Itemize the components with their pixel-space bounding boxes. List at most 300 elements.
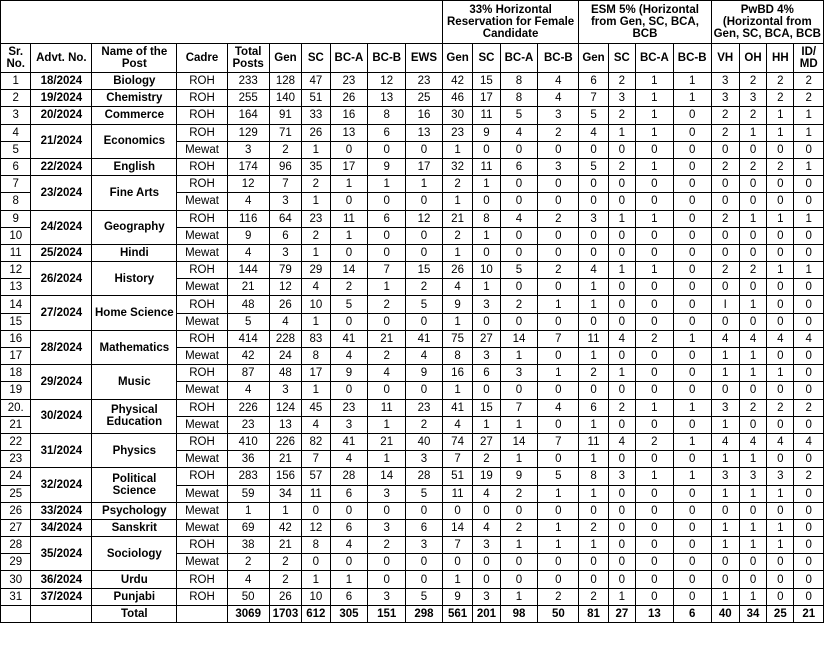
value-cell: 1 bbox=[500, 537, 538, 554]
value-cell: 10 bbox=[302, 296, 330, 313]
value-cell: 1 bbox=[673, 73, 711, 90]
value-cell: 3 bbox=[473, 296, 500, 313]
value-cell: 1 bbox=[635, 73, 673, 90]
column-header: SC bbox=[302, 44, 330, 73]
value-cell: 14 bbox=[500, 433, 538, 450]
post-name-cell: English bbox=[92, 158, 177, 175]
value-cell: 1 bbox=[330, 176, 368, 193]
value-cell: 0 bbox=[579, 382, 608, 399]
value-cell: 0 bbox=[673, 176, 711, 193]
serial-no-cell: 6 bbox=[1, 158, 31, 175]
value-cell: 0 bbox=[673, 107, 711, 124]
value-cell: 0 bbox=[538, 571, 579, 588]
value-cell: 0 bbox=[406, 382, 443, 399]
value-cell: 8 bbox=[368, 107, 406, 124]
value-cell: 4 bbox=[767, 433, 794, 450]
value-cell: 21 bbox=[442, 210, 472, 227]
value-cell: 0 bbox=[635, 141, 673, 158]
value-cell: 0 bbox=[711, 227, 739, 244]
value-cell: 4 bbox=[302, 279, 330, 296]
value-cell: 36 bbox=[227, 451, 269, 468]
serial-no-cell: 21 bbox=[1, 416, 31, 433]
table-body bbox=[1, 73, 824, 623]
value-cell: 23 bbox=[442, 124, 472, 141]
value-cell: 17 bbox=[473, 90, 500, 107]
value-cell: 13 bbox=[406, 124, 443, 141]
value-cell: 2 bbox=[608, 107, 635, 124]
value-cell: 0 bbox=[330, 313, 368, 330]
cadre-cell: Mewat bbox=[177, 382, 227, 399]
value-cell: 3 bbox=[368, 485, 406, 502]
value-cell: 1 bbox=[635, 158, 673, 175]
value-cell: 128 bbox=[269, 73, 302, 90]
value-cell: 19 bbox=[473, 468, 500, 485]
serial-no-cell: 4 bbox=[1, 124, 31, 141]
value-cell: 0 bbox=[500, 571, 538, 588]
value-cell: 2 bbox=[538, 124, 579, 141]
value-cell: 1 bbox=[711, 537, 739, 554]
value-cell: 4 bbox=[538, 73, 579, 90]
value-cell: 0 bbox=[538, 141, 579, 158]
value-cell: 174 bbox=[227, 158, 269, 175]
value-cell: 0 bbox=[500, 141, 538, 158]
table-row bbox=[1, 244, 824, 261]
cadre-cell: ROH bbox=[177, 158, 227, 175]
value-cell: 0 bbox=[673, 296, 711, 313]
table-row bbox=[1, 502, 824, 519]
value-cell: 0 bbox=[739, 279, 766, 296]
value-cell: 1 bbox=[368, 416, 406, 433]
value-cell: 4 bbox=[538, 90, 579, 107]
value-cell: 74 bbox=[442, 433, 472, 450]
value-cell: 5 bbox=[579, 158, 608, 175]
serial-no-cell: 8 bbox=[1, 193, 31, 210]
value-cell: 5 bbox=[330, 296, 368, 313]
value-cell: 3 bbox=[739, 468, 766, 485]
value-cell: 0 bbox=[538, 227, 579, 244]
value-cell: 2 bbox=[227, 554, 269, 571]
value-cell: 5 bbox=[500, 262, 538, 279]
value-cell: 7 bbox=[538, 330, 579, 347]
value-cell: 9 bbox=[473, 124, 500, 141]
value-cell: 1 bbox=[608, 588, 635, 605]
value-cell: 0 bbox=[500, 382, 538, 399]
table-row bbox=[1, 158, 824, 175]
total-blank-cell bbox=[1, 605, 31, 622]
value-cell: 0 bbox=[406, 313, 443, 330]
value-cell: 0 bbox=[635, 502, 673, 519]
advt-no-cell: 30/2024 bbox=[31, 399, 92, 433]
value-cell: 1 bbox=[579, 296, 608, 313]
table-row bbox=[1, 365, 824, 382]
value-cell: 4 bbox=[442, 416, 472, 433]
post-name-cell: Mathematics bbox=[92, 330, 177, 364]
value-cell: 0 bbox=[368, 313, 406, 330]
value-cell: 1 bbox=[538, 519, 579, 536]
value-cell: 2 bbox=[608, 158, 635, 175]
value-cell: 0 bbox=[330, 382, 368, 399]
value-cell: 0 bbox=[794, 502, 824, 519]
value-cell: 2 bbox=[739, 399, 766, 416]
value-cell: 4 bbox=[227, 382, 269, 399]
value-cell: 0 bbox=[538, 554, 579, 571]
value-cell: 1 bbox=[368, 451, 406, 468]
post-name-cell: Urdu bbox=[92, 571, 177, 588]
value-cell: 48 bbox=[269, 365, 302, 382]
value-cell: 0 bbox=[673, 193, 711, 210]
serial-no-cell: 3 bbox=[1, 107, 31, 124]
total-value-cell: 98 bbox=[500, 605, 538, 622]
value-cell: 5 bbox=[227, 313, 269, 330]
value-cell: 1 bbox=[579, 416, 608, 433]
value-cell: 4 bbox=[711, 433, 739, 450]
value-cell: 1 bbox=[442, 571, 472, 588]
value-cell: 4 bbox=[794, 330, 824, 347]
total-value-cell: 6 bbox=[673, 605, 711, 622]
serial-no-cell: 19 bbox=[1, 382, 31, 399]
value-cell: 0 bbox=[608, 519, 635, 536]
value-cell: 0 bbox=[500, 193, 538, 210]
value-cell: 1 bbox=[302, 571, 330, 588]
value-cell: 2 bbox=[406, 416, 443, 433]
value-cell: 0 bbox=[608, 485, 635, 502]
value-cell: 0 bbox=[330, 141, 368, 158]
value-cell: 0 bbox=[406, 227, 443, 244]
value-cell: 144 bbox=[227, 262, 269, 279]
value-cell: 26 bbox=[269, 296, 302, 313]
value-cell: 0 bbox=[673, 537, 711, 554]
value-cell: 2 bbox=[442, 227, 472, 244]
total-value-cell: 50 bbox=[538, 605, 579, 622]
advt-no-cell: 28/2024 bbox=[31, 330, 92, 364]
value-cell: 0 bbox=[579, 554, 608, 571]
total-value-cell: 27 bbox=[608, 605, 635, 622]
serial-no-cell: 13 bbox=[1, 279, 31, 296]
value-cell: 0 bbox=[794, 227, 824, 244]
value-cell: 0 bbox=[608, 451, 635, 468]
value-cell: 0 bbox=[635, 588, 673, 605]
value-cell: 9 bbox=[500, 468, 538, 485]
post-name-cell: Fine Arts bbox=[92, 176, 177, 210]
group-header-row bbox=[1, 1, 824, 44]
value-cell: 28 bbox=[406, 468, 443, 485]
value-cell: 0 bbox=[794, 279, 824, 296]
value-cell: 2 bbox=[767, 90, 794, 107]
value-cell: 1 bbox=[608, 124, 635, 141]
value-cell: 3 bbox=[500, 365, 538, 382]
column-header: ID/ MD bbox=[794, 44, 824, 73]
total-value-cell: 612 bbox=[302, 605, 330, 622]
value-cell: 0 bbox=[473, 382, 500, 399]
value-cell: 1 bbox=[673, 399, 711, 416]
serial-no-cell: 25 bbox=[1, 485, 31, 502]
value-cell: 1 bbox=[269, 502, 302, 519]
value-cell: 1 bbox=[579, 279, 608, 296]
value-cell: 23 bbox=[302, 210, 330, 227]
value-cell: 1 bbox=[500, 416, 538, 433]
value-cell: 0 bbox=[608, 537, 635, 554]
value-cell: 1 bbox=[711, 519, 739, 536]
value-cell: 2 bbox=[794, 73, 824, 90]
value-cell: 0 bbox=[608, 296, 635, 313]
table-row bbox=[1, 124, 824, 141]
value-cell: 1 bbox=[330, 227, 368, 244]
value-cell: 46 bbox=[442, 90, 472, 107]
value-cell: 1 bbox=[739, 588, 766, 605]
cadre-cell: Mewat bbox=[177, 313, 227, 330]
value-cell: 2 bbox=[368, 348, 406, 365]
value-cell: 0 bbox=[673, 451, 711, 468]
table-row bbox=[1, 210, 824, 227]
value-cell: 8 bbox=[442, 348, 472, 365]
value-cell: 0 bbox=[767, 348, 794, 365]
value-cell: 1 bbox=[711, 485, 739, 502]
cadre-cell: ROH bbox=[177, 468, 227, 485]
value-cell: 69 bbox=[227, 519, 269, 536]
value-cell: 4 bbox=[711, 330, 739, 347]
value-cell: 1 bbox=[579, 537, 608, 554]
value-cell: 23 bbox=[330, 73, 368, 90]
value-cell: 0 bbox=[673, 244, 711, 261]
value-cell: 12 bbox=[269, 279, 302, 296]
value-cell: 0 bbox=[635, 193, 673, 210]
table-row bbox=[1, 107, 824, 124]
value-cell: 0 bbox=[635, 365, 673, 382]
value-cell: 6 bbox=[330, 519, 368, 536]
value-cell: 0 bbox=[711, 176, 739, 193]
serial-no-cell: 7 bbox=[1, 176, 31, 193]
value-cell: 5 bbox=[538, 468, 579, 485]
value-cell: 1 bbox=[794, 210, 824, 227]
value-cell: 35 bbox=[302, 158, 330, 175]
total-blank-cell bbox=[177, 605, 227, 622]
value-cell: 1 bbox=[442, 193, 472, 210]
value-cell: 2 bbox=[269, 554, 302, 571]
value-cell: 4 bbox=[227, 193, 269, 210]
value-cell: 51 bbox=[302, 90, 330, 107]
value-cell: 0 bbox=[673, 416, 711, 433]
value-cell: 4 bbox=[739, 433, 766, 450]
value-cell: 2 bbox=[473, 451, 500, 468]
value-cell: 0 bbox=[794, 588, 824, 605]
total-value-cell: 81 bbox=[579, 605, 608, 622]
value-cell: 1 bbox=[767, 124, 794, 141]
serial-no-cell: 30 bbox=[1, 571, 31, 588]
value-cell: 8 bbox=[500, 73, 538, 90]
value-cell: 4 bbox=[406, 348, 443, 365]
value-cell: 9 bbox=[368, 158, 406, 175]
value-cell: 414 bbox=[227, 330, 269, 347]
serial-no-cell: 29 bbox=[1, 554, 31, 571]
value-cell: 1 bbox=[538, 365, 579, 382]
value-cell: 2 bbox=[711, 210, 739, 227]
value-cell: 1 bbox=[739, 296, 766, 313]
value-cell: 0 bbox=[794, 365, 824, 382]
value-cell: 0 bbox=[579, 176, 608, 193]
value-cell: 16 bbox=[406, 107, 443, 124]
total-value-cell: 40 bbox=[711, 605, 739, 622]
post-name-cell: Sanskrit bbox=[92, 519, 177, 536]
value-cell: 7 bbox=[269, 176, 302, 193]
value-cell: 12 bbox=[302, 519, 330, 536]
value-cell: 0 bbox=[711, 244, 739, 261]
value-cell: 21 bbox=[269, 537, 302, 554]
value-cell: 0 bbox=[635, 451, 673, 468]
value-cell: 21 bbox=[269, 451, 302, 468]
value-cell: 0 bbox=[579, 502, 608, 519]
value-cell: 129 bbox=[227, 124, 269, 141]
cadre-cell: ROH bbox=[177, 365, 227, 382]
value-cell: 2 bbox=[767, 158, 794, 175]
value-cell: 0 bbox=[767, 193, 794, 210]
value-cell: 3 bbox=[269, 193, 302, 210]
serial-no-cell: 9 bbox=[1, 210, 31, 227]
value-cell: 1 bbox=[767, 210, 794, 227]
advt-no-cell: 33/2024 bbox=[31, 502, 92, 519]
value-cell: 3 bbox=[711, 73, 739, 90]
advt-no-cell: 29/2024 bbox=[31, 365, 92, 399]
cadre-cell: ROH bbox=[177, 73, 227, 90]
value-cell: 1 bbox=[500, 588, 538, 605]
value-cell: 4 bbox=[227, 244, 269, 261]
value-cell: 0 bbox=[500, 176, 538, 193]
value-cell: 1 bbox=[442, 382, 472, 399]
value-cell: 0 bbox=[711, 382, 739, 399]
value-cell: 1 bbox=[442, 141, 472, 158]
column-header-row bbox=[1, 44, 824, 73]
value-cell: 0 bbox=[794, 571, 824, 588]
value-cell: 23 bbox=[406, 73, 443, 90]
value-cell: 0 bbox=[302, 502, 330, 519]
value-cell: 0 bbox=[538, 176, 579, 193]
cadre-cell: ROH bbox=[177, 571, 227, 588]
column-header: EWS bbox=[406, 44, 443, 73]
value-cell: 0 bbox=[635, 296, 673, 313]
value-cell: 4 bbox=[330, 451, 368, 468]
value-cell: 1 bbox=[538, 485, 579, 502]
value-cell: 116 bbox=[227, 210, 269, 227]
column-header: HH bbox=[767, 44, 794, 73]
table-row bbox=[1, 537, 824, 554]
serial-no-cell: 26 bbox=[1, 502, 31, 519]
value-cell: 1 bbox=[368, 176, 406, 193]
value-cell: 0 bbox=[767, 502, 794, 519]
value-cell: 3 bbox=[767, 468, 794, 485]
value-cell: 255 bbox=[227, 90, 269, 107]
value-cell: 51 bbox=[442, 468, 472, 485]
table-row bbox=[1, 90, 824, 107]
value-cell: 27 bbox=[473, 433, 500, 450]
value-cell: 13 bbox=[368, 90, 406, 107]
value-cell: 14 bbox=[500, 330, 538, 347]
value-cell: 6 bbox=[579, 399, 608, 416]
total-value-cell: 1703 bbox=[269, 605, 302, 622]
column-header: VH bbox=[711, 44, 739, 73]
value-cell: 0 bbox=[368, 227, 406, 244]
value-cell: 3 bbox=[473, 588, 500, 605]
value-cell: 233 bbox=[227, 73, 269, 90]
value-cell: 0 bbox=[767, 416, 794, 433]
value-cell: 1 bbox=[794, 262, 824, 279]
value-cell: 0 bbox=[473, 313, 500, 330]
value-cell: 4 bbox=[473, 485, 500, 502]
value-cell: 0 bbox=[767, 588, 794, 605]
value-cell: 11 bbox=[579, 433, 608, 450]
total-value-cell: 201 bbox=[473, 605, 500, 622]
value-cell: 0 bbox=[711, 554, 739, 571]
value-cell: 7 bbox=[500, 399, 538, 416]
value-cell: 1 bbox=[673, 90, 711, 107]
value-cell: 1 bbox=[739, 124, 766, 141]
value-cell: 0 bbox=[635, 279, 673, 296]
value-cell: 2 bbox=[608, 399, 635, 416]
post-name-cell: Physics bbox=[92, 433, 177, 467]
value-cell: 0 bbox=[767, 451, 794, 468]
value-cell: 0 bbox=[406, 502, 443, 519]
total-value-cell: 13 bbox=[635, 605, 673, 622]
value-cell: 2 bbox=[368, 537, 406, 554]
value-cell: 4 bbox=[608, 433, 635, 450]
value-cell: 12 bbox=[227, 176, 269, 193]
advt-no-cell: 22/2024 bbox=[31, 158, 92, 175]
serial-no-cell: 24 bbox=[1, 468, 31, 485]
value-cell: 0 bbox=[673, 382, 711, 399]
value-cell: 0 bbox=[635, 313, 673, 330]
value-cell: 0 bbox=[608, 348, 635, 365]
value-cell: 1 bbox=[579, 348, 608, 365]
value-cell: 21 bbox=[368, 433, 406, 450]
value-cell: 124 bbox=[269, 399, 302, 416]
value-cell: 0 bbox=[739, 176, 766, 193]
cadre-cell: Mewat bbox=[177, 244, 227, 261]
value-cell: 1 bbox=[635, 399, 673, 416]
column-header: Name of the Post bbox=[92, 44, 177, 73]
value-cell: 1 bbox=[538, 537, 579, 554]
value-cell: 0 bbox=[635, 519, 673, 536]
value-cell: 23 bbox=[330, 399, 368, 416]
total-value-cell: 298 bbox=[406, 605, 443, 622]
table-row bbox=[1, 399, 824, 416]
serial-no-cell: 11 bbox=[1, 244, 31, 261]
value-cell: 0 bbox=[711, 502, 739, 519]
total-row bbox=[1, 605, 824, 622]
value-cell: 2 bbox=[302, 176, 330, 193]
value-cell: 3 bbox=[269, 382, 302, 399]
advt-no-cell: 20/2024 bbox=[31, 107, 92, 124]
value-cell: 6 bbox=[579, 73, 608, 90]
value-cell: 0 bbox=[473, 571, 500, 588]
value-cell: 0 bbox=[673, 313, 711, 330]
post-name-cell: Chemistry bbox=[92, 90, 177, 107]
value-cell: 0 bbox=[673, 210, 711, 227]
value-cell: 1 bbox=[368, 279, 406, 296]
value-cell: 0 bbox=[794, 382, 824, 399]
value-cell: 164 bbox=[227, 107, 269, 124]
value-cell: 1 bbox=[711, 365, 739, 382]
cadre-cell: Mewat bbox=[177, 141, 227, 158]
serial-no-cell: 31 bbox=[1, 588, 31, 605]
serial-no-cell: 15 bbox=[1, 313, 31, 330]
value-cell: 41 bbox=[330, 433, 368, 450]
value-cell: 3 bbox=[269, 244, 302, 261]
value-cell: 2 bbox=[538, 210, 579, 227]
value-cell: 25 bbox=[406, 90, 443, 107]
value-cell: 8 bbox=[500, 90, 538, 107]
value-cell: I bbox=[711, 296, 739, 313]
value-cell: 15 bbox=[406, 262, 443, 279]
value-cell: 3 bbox=[330, 416, 368, 433]
value-cell: 59 bbox=[227, 485, 269, 502]
